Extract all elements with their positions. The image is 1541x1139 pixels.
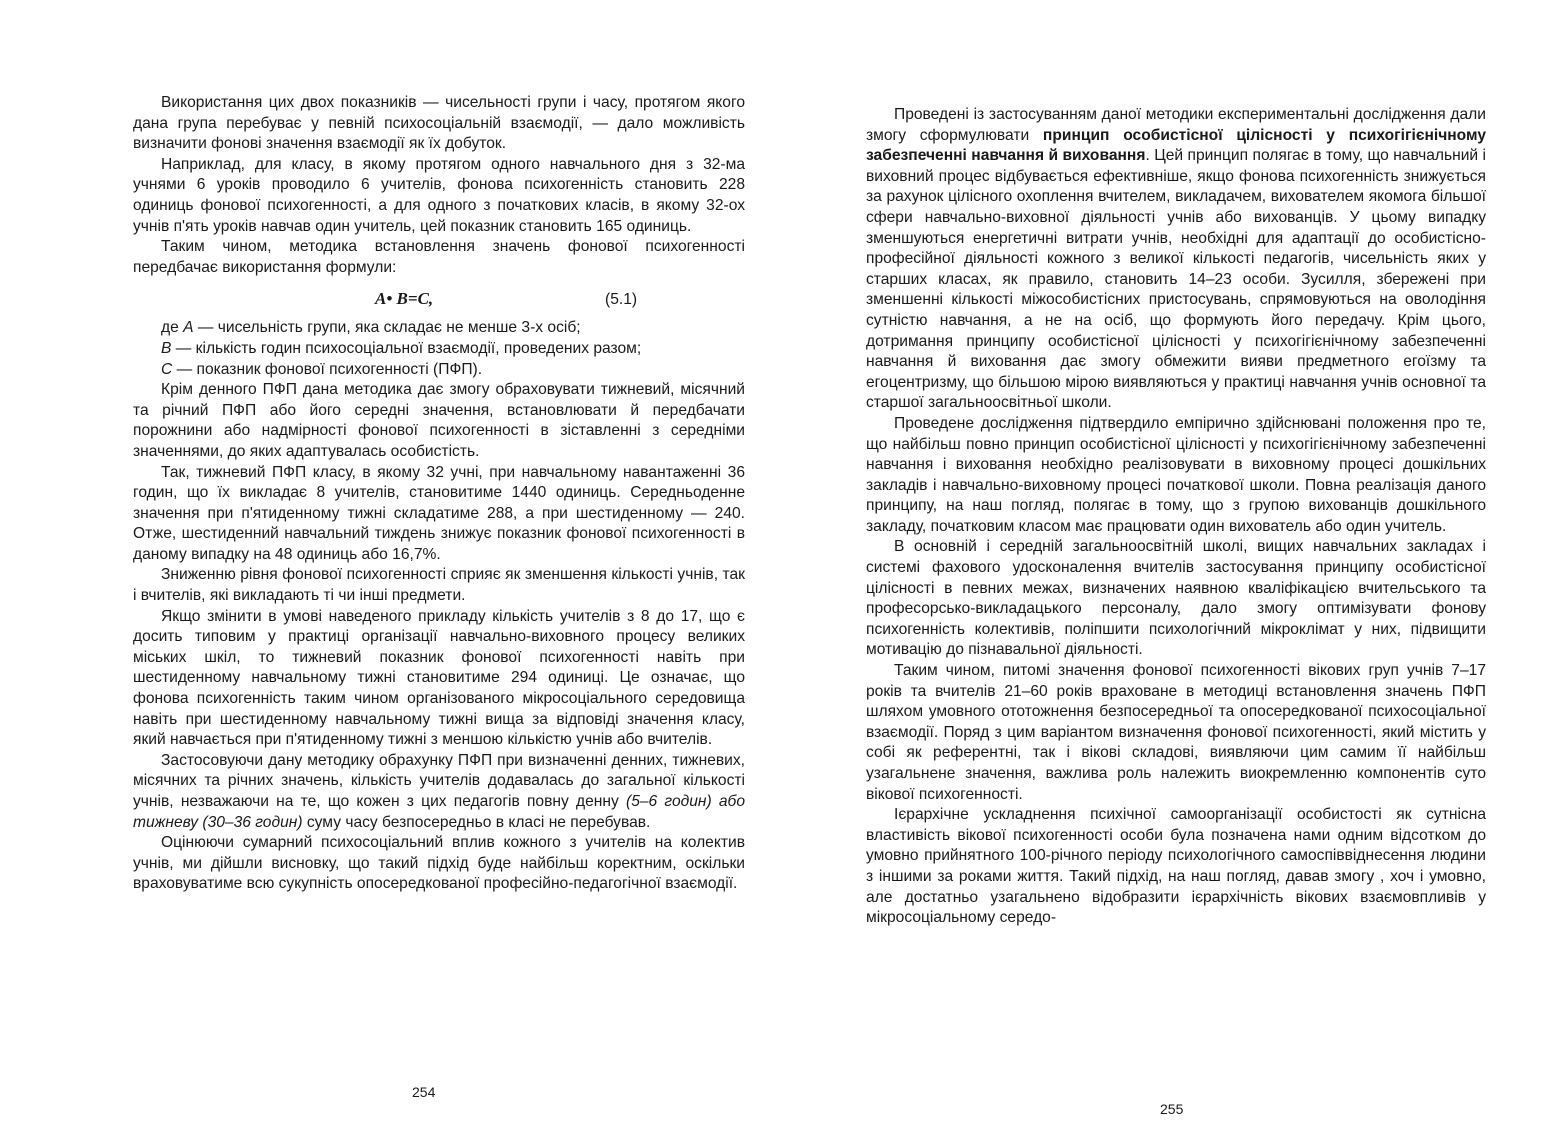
definition-text: — показник фонової психогенності (ПФП). <box>172 360 483 378</box>
formula <box>133 282 745 318</box>
paragraph: В основній і середній загальноосвітній школі, вищих навчальних закладах і системі фахового удосконалення вчителів застосування принципу особистісної цілісності в певних межах, визначених наявною кваліфікацією вчительського та професорсько-викладацького персоналу, дало змогу оптимізувати фонову психогенність колективів, поліпшити психологічний мікроклімат у них, підвищити мотивацію до пізнавальної діяльності. <box>866 538 1486 659</box>
variable-a: А <box>183 319 194 337</box>
paragraph <box>133 751 745 833</box>
text-run: Застосовуючи дану методику обрахунку ПФП при визначенні денних, тижневих, місячних та річних значень, кількість учителів додавалась до загальної кількості учнів, незважаючи на те, що кожен з цих педагогів повну денну <box>133 751 745 810</box>
right-text-column <box>866 105 1486 929</box>
variable-c: С <box>161 360 173 378</box>
definition-b <box>133 339 745 360</box>
text-run: Проведені із застосуванням даної методики експериментальні дослідження дали змогу сформулювати <box>866 106 1486 144</box>
text-run: суму часу безпосередньо в класі не перебував. <box>302 813 651 831</box>
page-number: 254 <box>412 1084 436 1100</box>
left-page <box>0 0 770 1139</box>
text-run: . Цей принцип полягає в тому, що навчальний і виховний процес відбувається ефективніше, якщо фонова психогенність знижується за рахунок цілісного охоплення вчителем, викладачем, вихователем якомога більшої сфери навчально-виховної діяльності учнів або вихованців. У цьому випадку зменшуються енергетичні витрати учнів, необхідні для адаптації до особистісно-професійної діяльності кожного з великої кількості педагогів, чисельність яких у старших класах, як правило, становить 14–23 особи. Зусилля, збережені при зменшенні кількості міжособистісних пристосувань, спрямовуються на оволодіння сутністю навчання, а не на осіб, що формують його передачу. Крім цього, дотримання принципу особистісної цілісності у психогігієнічному забезпеченні навчання й виховання дає змогу обмежити вияви предметного егоїзму та егоцентризму, що більшою мірою виявляються у практиці навчання учнів основної та старшої загальноосвітньої школи. <box>866 147 1487 412</box>
paragraph: Якщо змінити в умові наведеного прикладу кількість учителів з 8 до 17, що є досить типовим у практиці організації навчально-виховного процесу великих міських шкіл, то тижневий показник фонової психогенності навіть при шестиденному навчальному тижні становитиме 294 одиниці. Це означає, що фонова психогенність таким чином організованого мікросоціального середовища навіть при шестиденному навчальному тижні вища за відповіді значення класу, який навчається при п'ятиденному тижні з меншою кількістю учнів або вчителів. <box>133 607 745 749</box>
definition-text: — кількість годин психосоціальної взаємодії, проведених разом; <box>171 339 642 357</box>
variable-b: В <box>161 339 172 357</box>
paragraph <box>866 105 1486 414</box>
paragraph: Таким чином, питомі значення фонової психогенності вікових груп учнів 7–17 років та вчителів 21–60 років враховане в методиці встановлення значень ПФП шляхом умовного ототожнення безпосередньої та опосередкованої психосоціальної взаємодії. Поряд з цим варіантом визначення фонової психогенності, який містить у собі як референтні, так і вікові складові, виявляючи цим самим її найбільш узагальнене значення, важлива роль належить виокремленню компонентів суто вікової психогенності. <box>866 662 1486 803</box>
italic-run: (5–6 годин) або тижневу (30–36 годин) <box>133 793 746 831</box>
paragraph: Таким чином, методика встановлення значень фонової психогенності передбачає використання формули: <box>133 238 745 276</box>
paragraph: Проведене дослідження підтвердило емпірично здійснювані положення про те, що найбільш повно принцип особистісної цілісності у психогігієнічному забезпеченні навчання і виховання необхідно реалізовувати в виховному процесі дошкільних закладів і навчально-виховному процесі початкової школи. Повна реалізація даного принципу, на наш погляд, полягає в тому, що з групою вихованців дошкільного закладу, початковим класом має працювати один вихователь або один учитель. <box>866 414 1486 535</box>
bold-run: принцип особистісної цілісності у психогігієнічному забезпеченні навчання й виховання <box>866 126 1486 165</box>
paragraph: Так, тижневий ПФП класу, в якому 32 учні, при навчальному навантаженні 36 годин, що їх викладає 8 учителів, становитиме 1440 одиниць. Середньоденне значення при п'ятиденному тижні складатиме 288, а при шестиденному — 240. Отже, шестиденний навчальний тиждень знижує показник фонової психогенності в даному випадку на 48 одиниць або 16,7%. <box>133 463 745 563</box>
right-page <box>770 0 1541 1139</box>
paragraph: Наприклад, для класу, в якому протягом одного навчального дня з 32-ма учнями 6 уроків проводило 6 учителів, фонова психогенність становить 228 одиниць фонової психогенності, а для одного з початкових класів, в якому 32-ох учнів п'ять уроків навчав один учитель, цей показник становить 165 одиниць. <box>133 155 745 235</box>
paragraph: Зниженню рівня фонової психогенності сприяє як зменшення кількості учнів, так і вчителів, які викладають ті чи інші предмети. <box>133 566 745 605</box>
definition-text: — чисельність групи, яка складає не менше 3-х осіб; <box>193 319 581 337</box>
page-number: 255 <box>1160 1101 1184 1117</box>
paragraph: Крім денного ПФП дана методика дає змогу обраховувати тижневий, місячний та річний ПФП або його середні значення, встановлювати й передбачати порожнини або надмірності фонової психогенності в зіставленні з середніми значеннями, до яких адаптувалась особистість. <box>133 381 745 460</box>
definition-a: де А — чисельність групи, яка складає не менше 3-х осіб; <box>161 319 581 337</box>
definition-c <box>133 360 745 381</box>
left-text-column <box>133 93 745 895</box>
paragraph: Ієрархічне ускладнення психічної самоорганізації особистості як сутнісна властивість вікової психогенності особи була позначена нами одним відсотком до умовно прийнятного 100-річного періоду психологічного самоспіввіднесення людини з іншими за роками життя. Такий підхід, на наш погляд, давав змогу , хоч і умовно, але достатньо узагальнено відобразити ієрархічність вікових взаємовпливів у мікросоціальному середо- <box>866 806 1486 927</box>
paragraph: Оцінюючи сумарний психосоціальний вплив кожного з учителів на колектив учнів, ми дійшли висновку, що такий підхід буде найбільш коректним, оскільки враховуватиме всю сукупність опосередкованої професійно-педагогічної взаємодії. <box>133 834 745 893</box>
formula-expression: А• В=С, <box>375 289 434 309</box>
paragraph: Використання цих двох показників — чисельності групи і часу, протягом якого дана група перебуває у певній психосоціальній взаємодії, — дало можливість визначити фонові значення взаємодії як їх добуток. <box>133 94 745 153</box>
formula-number: (5.1) <box>605 291 638 309</box>
